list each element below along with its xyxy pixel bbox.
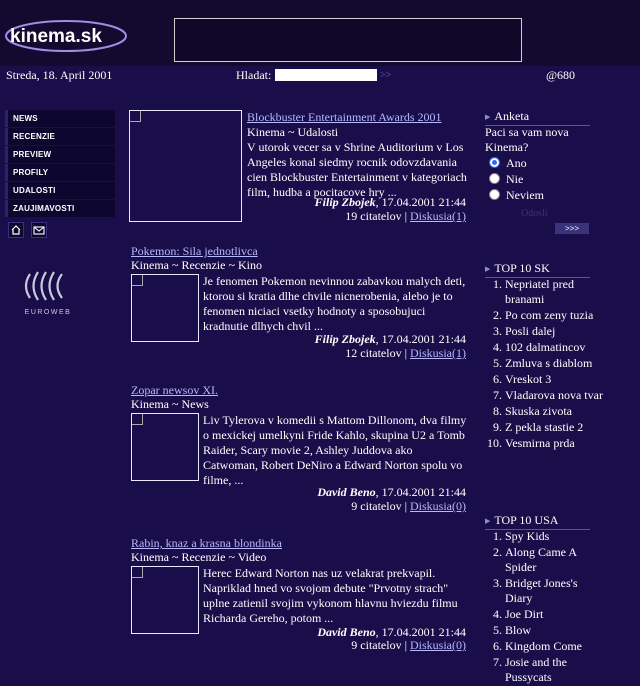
article-image[interactable]: [131, 274, 199, 342]
top10sk-header: [485, 261, 590, 278]
home-icon[interactable]: [8, 222, 24, 238]
article-title[interactable]: Pokemon: Sila jednotlivca: [131, 244, 258, 258]
list-item[interactable]: 6. Vreskot 3: [505, 372, 605, 387]
article-category: Kinema ~ Recenzie ~ Kino: [131, 258, 262, 272]
poll-option[interactable]: [485, 187, 585, 203]
poll-option[interactable]: [485, 171, 585, 187]
poll-header: [485, 109, 590, 126]
arrow-right-icon: ▶: [485, 517, 491, 525]
poll-title: Anketa: [494, 109, 530, 123]
article-datetime: , 17.04.2001 21:44: [375, 625, 466, 639]
visitor-counter: @680: [546, 68, 576, 82]
discussion-link[interactable]: Diskusia(1): [410, 346, 466, 360]
article-title[interactable]: Zopar newsov XI.: [131, 383, 218, 397]
top10usa-list: [485, 529, 605, 686]
list-item[interactable]: 7. Vladarova nova tvar: [505, 388, 605, 403]
list-item[interactable]: 6. Kingdom Come: [505, 639, 605, 654]
article-meta: [247, 195, 466, 210]
discussion-link[interactable]: Diskusia(0): [410, 638, 466, 652]
article-category: Kinema ~ Recenzie ~ Video: [131, 550, 267, 564]
poll-question: Paci sa vam nova Kinema?: [485, 125, 569, 154]
list-item[interactable]: 10. Vesmirna prda: [505, 436, 605, 451]
list-item[interactable]: 8. Skuska zivota: [505, 404, 605, 419]
article-author: Filip Zbojek: [314, 195, 376, 209]
search-label: Hladat:: [236, 68, 272, 82]
top10usa-header: [485, 513, 590, 530]
top10usa-title: TOP 10 USA: [494, 513, 559, 527]
article-image[interactable]: [129, 110, 242, 222]
menu-item-preview[interactable]: PREVIEW: [5, 146, 115, 163]
top10sk-title: TOP 10 SK: [494, 261, 550, 275]
poll-options: [485, 155, 585, 203]
menu-icons: [8, 222, 51, 238]
list-item[interactable]: 2. Po com zeny tuzia: [505, 308, 605, 323]
list-item[interactable]: 4. Joe Dirt: [505, 607, 605, 622]
logo-text: kinema.sk: [10, 26, 102, 47]
article-stats: [247, 209, 466, 224]
euroweb-text: EUROWEB: [24, 309, 72, 316]
radio-button[interactable]: [489, 189, 500, 200]
article-meta: [203, 332, 466, 347]
article-author: Filip Zbojek: [314, 332, 376, 346]
mail-icon[interactable]: [31, 222, 47, 238]
article-author: David Beno: [317, 485, 376, 499]
menu-item-profily[interactable]: PROFILY: [5, 164, 115, 181]
list-item[interactable]: 2. Along Came A Spider: [505, 545, 605, 575]
article-reads: 19 citatelov |: [345, 209, 410, 223]
poll-option-label: Neviem: [506, 188, 544, 202]
poll-option-label: Ano: [506, 156, 527, 170]
article-reads: 9 citatelov |: [351, 499, 410, 513]
poll-option[interactable]: [485, 155, 585, 171]
list-item[interactable]: 1. Nepriatel pred branami: [505, 277, 605, 307]
top10sk-list: [485, 277, 605, 452]
article-stats: [203, 346, 466, 361]
discussion-link[interactable]: Diskusia(0): [410, 499, 466, 513]
article-body: Je fenomen Pokemon nevinnou zabavkou malych deti, ktorou si kratia dlhe chvile nicnerobenia, alebo je to fenomen niciaci vsetky hodnoty a sposobujuci kradnutie dlhych chvil ...: [203, 274, 466, 333]
list-item[interactable]: 5. Blow: [505, 623, 605, 638]
menu-item-udalosti[interactable]: UDALOSTI: [5, 182, 115, 199]
banner-ad[interactable]: [174, 18, 522, 62]
menu-item-recenzie[interactable]: RECENZIE: [5, 128, 115, 145]
search-go-button[interactable]: >>: [380, 70, 392, 81]
list-item[interactable]: 4. 102 dalmatincov: [505, 340, 605, 355]
article-category: Kinema ~ Udalosti: [247, 125, 339, 139]
euroweb-logo[interactable]: [20, 268, 76, 318]
article-title[interactable]: Blockbuster Entertainment Awards 2001: [247, 110, 442, 124]
list-item[interactable]: 3. Bridget Jones's Diary: [505, 576, 605, 606]
search-input[interactable]: [275, 69, 377, 81]
poll-results-button[interactable]: >>>: [555, 223, 589, 234]
main-menu: [5, 110, 115, 218]
article-title[interactable]: Rabin, knaz a krasna blondinka: [131, 536, 282, 550]
arrow-right-icon: ▶: [485, 265, 491, 273]
article-datetime: , 17.04.2001 21:44: [375, 485, 466, 499]
radio-button[interactable]: [489, 173, 500, 184]
article-reads: 12 citatelov |: [345, 346, 410, 360]
arrow-right-icon: ▶: [485, 113, 491, 121]
article-meta: [203, 485, 466, 500]
article-body: Liv Tylerova v komedii s Mattom Dillonom, dva filmy o mexickej umelkyni Fride Kahlo, skupina U2 a Tomb Raider, Scary movie 2, Ashley Juddova ako Catwoman, Robert DeNiro a Edward Norton spolu vo filme, ...: [203, 413, 467, 487]
article-datetime: , 17.04.2001 21:44: [375, 195, 466, 209]
list-item[interactable]: 3. Posli dalej: [505, 324, 605, 339]
article-image[interactable]: [131, 413, 199, 481]
list-item[interactable]: 5. Zmluva s diablom: [505, 356, 605, 371]
article-stats: [203, 499, 466, 514]
discussion-link[interactable]: Diskusia(1): [410, 209, 466, 223]
article-datetime: , 17.04.2001 21:44: [375, 332, 466, 346]
list-item[interactable]: 7. Josie and the Pussycats: [505, 655, 605, 685]
article-image[interactable]: [131, 566, 199, 634]
list-item[interactable]: 9. Z pekla stastie 2: [505, 420, 605, 435]
article-body: V utorok vecer sa v Shrine Auditorium v Los Angeles konal siedmy rocnik odovzdavania cien Blockbuster Entertainment v kategoriach film, hudba a pocitacove hry ...: [247, 140, 467, 199]
article-category: Kinema ~ News: [131, 397, 209, 411]
article-stats: [203, 638, 466, 653]
menu-item-zaujimavosti[interactable]: ZAUJIMAVOSTI: [5, 200, 115, 217]
kinema-logo[interactable]: [4, 18, 130, 54]
list-item[interactable]: 1. Spy Kids: [505, 529, 605, 544]
poll-vote-button[interactable]: Odosli: [521, 208, 548, 219]
article-author: David Beno: [317, 625, 376, 639]
article-body: Herec Edward Norton nas uz velakrat prekvapil. Napriklad hned vo svojom debute "Prvotny strach" uplne zatienil svojim vykonom hlavnu hviezdu filmu Richarda Gereho, potom ...: [203, 566, 458, 625]
radio-button-selected[interactable]: [489, 157, 500, 168]
menu-item-news[interactable]: NEWS: [5, 110, 115, 127]
article-reads: 9 citatelov |: [351, 638, 410, 652]
current-date: Streda, 18. April 2001: [6, 68, 113, 82]
poll-option-label: Nie: [506, 172, 524, 186]
